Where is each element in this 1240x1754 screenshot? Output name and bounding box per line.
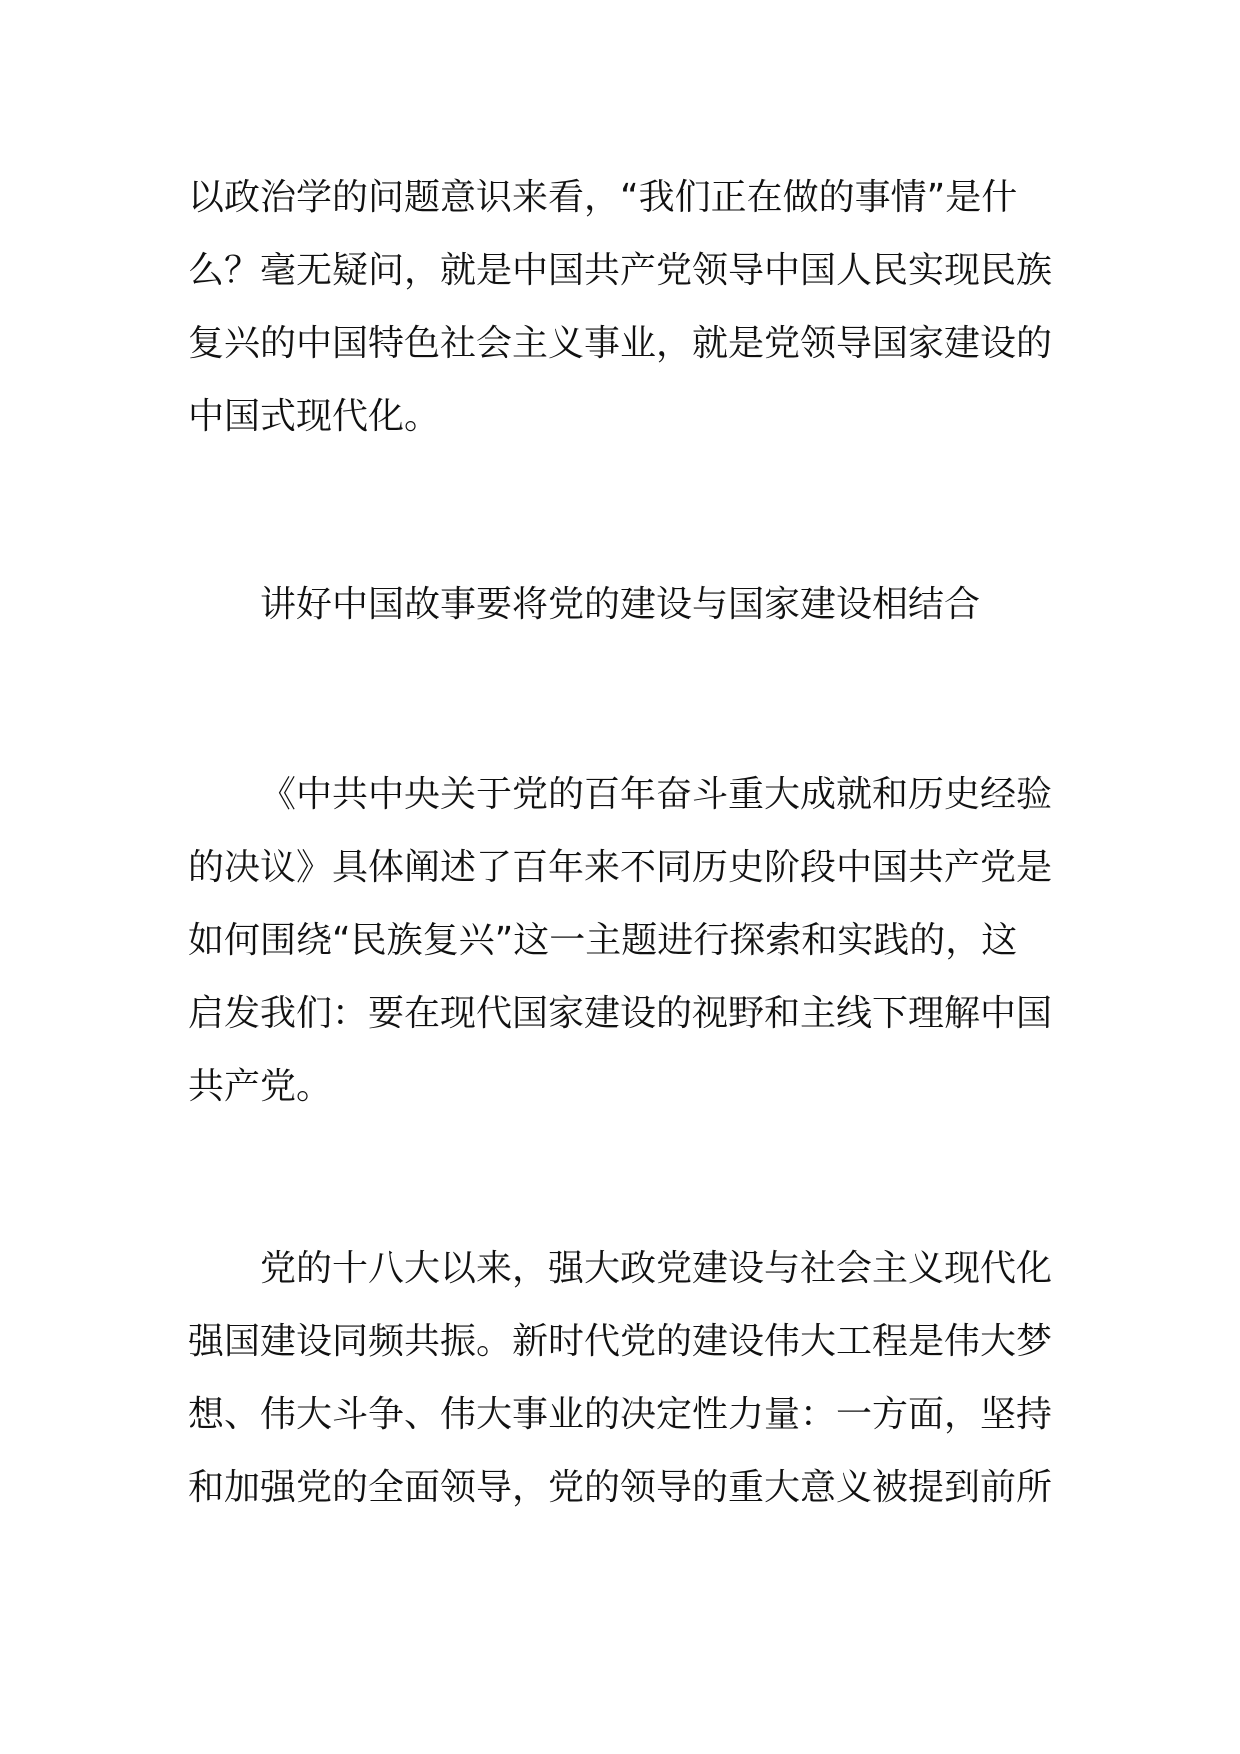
- section-heading: [188, 568, 1058, 641]
- paragraph-2: [188, 758, 1058, 1123]
- paragraph-2-line: 如何围绕“民族复兴”这一主题进行探索和实践的，这: [188, 920, 1018, 961]
- paragraph-2-line: 启发我们：要在现代国家建设的视野和主线下理解中国: [188, 993, 1053, 1034]
- paragraph-2-line: 的决议》具体阐述了百年来不同历史阶段中国共产党是: [188, 847, 1053, 888]
- paragraph-3-line: 党的十八大以来，强大政党建设与社会主义现代化: [260, 1248, 1053, 1289]
- paragraph-3-line: 强国建设同频共振。新时代党的建设伟大工程是伟大梦: [188, 1321, 1053, 1362]
- paragraph-2-line: 《中共中央关于党的百年奋斗重大成就和历史经验: [260, 774, 1053, 815]
- paragraph-1: [188, 161, 1058, 453]
- paragraph-1-line: 中国式现代化。: [188, 396, 441, 437]
- paragraph-1-line: 复兴的中国特色社会主义事业，就是党领导国家建设的: [188, 323, 1053, 364]
- paragraph-3: [188, 1232, 1058, 1524]
- paragraph-1-line: 以政治学的问题意识来看，“我们正在做的事情”是什: [188, 177, 1018, 218]
- paragraph-1-line: 么？毫无疑问，就是中国共产党领导中国人民实现民族: [188, 250, 1053, 291]
- paragraph-3-line: 想、伟大斗争、伟大事业的决定性力量：一方面，坚持: [188, 1394, 1053, 1435]
- paragraph-2-line: 共产党。: [188, 1066, 333, 1107]
- paragraph-3-line: 和加强党的全面领导，党的领导的重大意义被提到前所: [188, 1467, 1053, 1508]
- section-heading-text: 讲好中国故事要将党的建设与国家建设相结合: [260, 584, 981, 625]
